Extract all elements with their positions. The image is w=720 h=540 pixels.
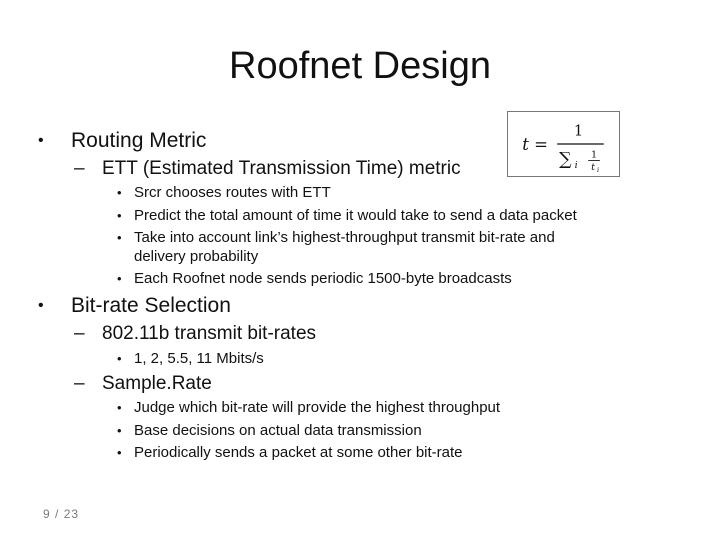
bullet-l3: • bbox=[117, 423, 122, 438]
bullet-l3: • bbox=[117, 400, 122, 415]
formula-inner-numerator: 1 bbox=[590, 149, 598, 161]
bullet-l1: • bbox=[38, 297, 44, 314]
bullet-l3: • bbox=[117, 208, 122, 223]
item-link-bitrate-cont: delivery probability bbox=[134, 248, 259, 265]
page-separator: / bbox=[55, 507, 60, 521]
bullet-l3: • bbox=[117, 185, 122, 200]
formula-inner-subscript: i bbox=[596, 166, 600, 175]
sub-80211b-bitrates: 802.11b transmit bit-rates bbox=[102, 323, 317, 344]
page-total: 23 bbox=[63, 507, 80, 521]
formula-lhs: t = bbox=[522, 134, 548, 154]
item-predict-time: Predict the total amount of time it would take to send a data packet bbox=[134, 207, 577, 224]
item-broadcasts: Each Roofnet node sends periodic 1500-byte broadcasts bbox=[134, 270, 512, 287]
bullet-l2: – bbox=[74, 158, 85, 179]
ett-formula-graphic bbox=[508, 112, 619, 176]
page-indicator bbox=[43, 507, 79, 521]
formula-inner-denominator: t bbox=[591, 162, 596, 174]
item-judge-bitrate: Judge which bit-rate will provide the highest throughput bbox=[134, 399, 501, 416]
item-periodic-packet: Periodically sends a packet at some other bit-rate bbox=[134, 444, 463, 461]
bullet-l2: – bbox=[74, 323, 85, 344]
bullet-l1: • bbox=[38, 132, 44, 149]
formula-sum-index: i bbox=[574, 160, 578, 172]
bullet-l3: • bbox=[117, 230, 122, 245]
heading-routing-metric: Routing Metric bbox=[71, 129, 207, 152]
formula-sum-symbol: ∑ bbox=[559, 149, 572, 170]
item-link-bitrate: Take into account link’s highest-throughput transmit bit-rate and bbox=[134, 229, 555, 246]
heading-bitrate-selection: Bit-rate Selection bbox=[71, 294, 231, 317]
page-number: 9 bbox=[43, 507, 51, 521]
item-srcr-routes: Srcr chooses routes with ETT bbox=[134, 184, 331, 201]
bullet-l2: – bbox=[74, 373, 85, 394]
bullet-l3: • bbox=[117, 271, 122, 286]
sub-samplerate: Sample.Rate bbox=[102, 373, 212, 394]
item-base-decisions: Base decisions on actual data transmission bbox=[134, 422, 422, 439]
bullet-l3: • bbox=[117, 351, 122, 366]
sub-ett-metric: ETT (Estimated Transmission Time) metric bbox=[102, 158, 461, 179]
bullet-l3: • bbox=[117, 445, 122, 460]
item-bitrate-values: 1, 2, 5.5, 11 Mbits/s bbox=[134, 350, 264, 367]
ett-formula bbox=[507, 111, 620, 177]
slide-title: Roofnet Design bbox=[229, 45, 491, 87]
formula-numerator: 1 bbox=[573, 123, 584, 140]
